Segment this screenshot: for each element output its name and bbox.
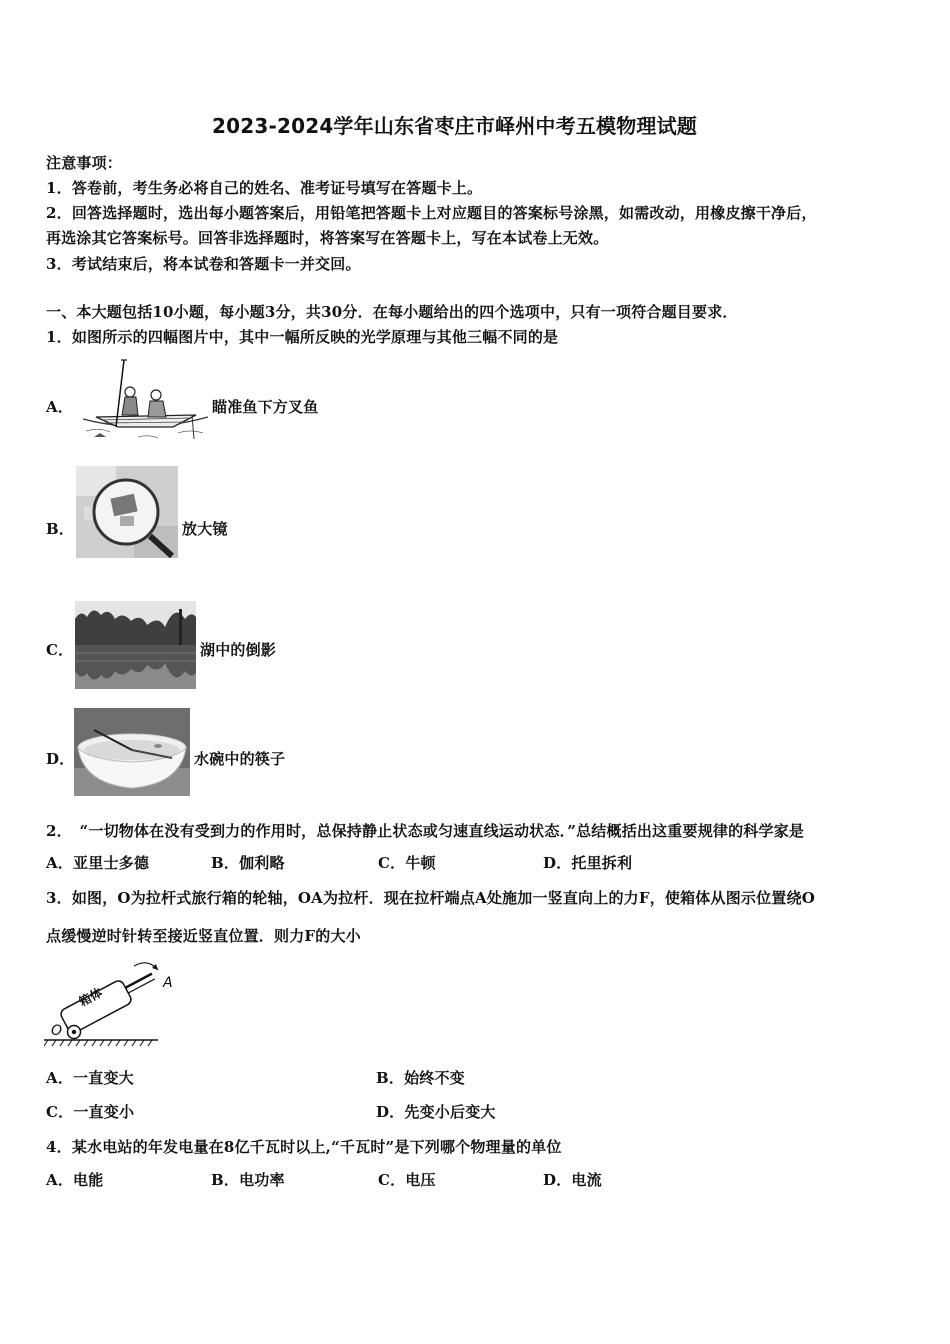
luggage-box-label: 箱体: [76, 985, 105, 1010]
q1-option-b-text: 放大镜: [182, 520, 228, 538]
q2-option-b: B．伽利略: [211, 854, 285, 872]
q4-option-b: B．电功率: [211, 1171, 285, 1189]
q2-stem: 2． “一切物体在没有受到力的作用时，总保持静止状态或匀速直线运动状态．”总结概括出这重要规律的科学家是: [46, 822, 805, 840]
q1-option-a-letter: A．: [46, 398, 74, 416]
lake-reflection-image: [75, 601, 196, 689]
bowl-chopsticks-image: [74, 708, 190, 796]
notice-line-3: 再选涂其它答案标号。回答非选择题时，将答案写在答题卡上，写在本试卷上无效。: [46, 229, 609, 247]
notice-line-4: 3．考试结束后，将本试卷和答题卡一并交回。: [46, 255, 361, 273]
q4-stem: 4．某水电站的年发电量在8亿千瓦时以上,“千瓦时”是下列哪个物理量的单位: [46, 1138, 562, 1156]
section-heading: 一、本大题包括10小题，每小题3分，共30分．在每小题给出的四个选项中，只有一项符合题目要求．: [46, 303, 738, 321]
q2-option-a: A．亚里士多德: [46, 854, 150, 872]
q4-option-a: A．电能: [46, 1171, 104, 1189]
q1-option-c-text: 湖中的倒影: [200, 641, 277, 659]
notice-line-2: 2．回答选择题时，选出每小题答案后，用铅笔把答题卡上对应题目的答案标号涂黑，如需改动，用橡皮擦干净后，: [46, 204, 817, 222]
q2-option-c: C．牛顿: [378, 854, 436, 872]
diagram-label-o: O: [51, 1023, 63, 1039]
q4-option-d: D．电流: [543, 1171, 602, 1189]
q3-stem-line-2: 点缓慢逆时针转至接近竖直位置．则力F的大小: [46, 927, 361, 945]
q1-option-d-text: 水碗中的筷子: [194, 750, 286, 768]
q1-option-c-letter: C．: [46, 641, 74, 659]
page-title: 2023-2024学年山东省枣庄市峄州中考五模物理试题: [212, 114, 698, 138]
q3-option-b: B．始终不变: [376, 1069, 465, 1087]
q3-stem-line-1: 3．如图，O为拉杆式旅行箱的轮轴，OA为拉杆．现在拉杆端点A处施加一竖直向上的力F，使箱体从图示位置绕O: [46, 889, 815, 907]
notice-heading: 注意事项：: [46, 154, 123, 172]
q1-stem: 1．如图所示的四幅图片中，其中一幅所反映的光学原理与其他三幅不同的是: [46, 328, 559, 346]
magnifier-image: [76, 466, 178, 558]
q1-option-b-letter: B．: [46, 520, 75, 538]
q4-option-c: C．电压: [378, 1171, 436, 1189]
q1-option-d-letter: D．: [46, 750, 75, 768]
q2-option-d: D．托里拆利: [543, 854, 633, 872]
q3-option-d: D．先变小后变大: [376, 1103, 496, 1121]
q3-option-a: A．一直变大: [46, 1069, 134, 1087]
fishing-boat-image: [78, 357, 213, 442]
q1-option-a-text: 瞄准鱼下方叉鱼: [212, 398, 319, 416]
q3-option-c: C．一直变小: [46, 1103, 135, 1121]
diagram-label-a: A: [163, 975, 173, 991]
notice-line-1: 1．答卷前，考生务必将自己的姓名、准考证号填写在答题卡上。: [46, 179, 483, 197]
